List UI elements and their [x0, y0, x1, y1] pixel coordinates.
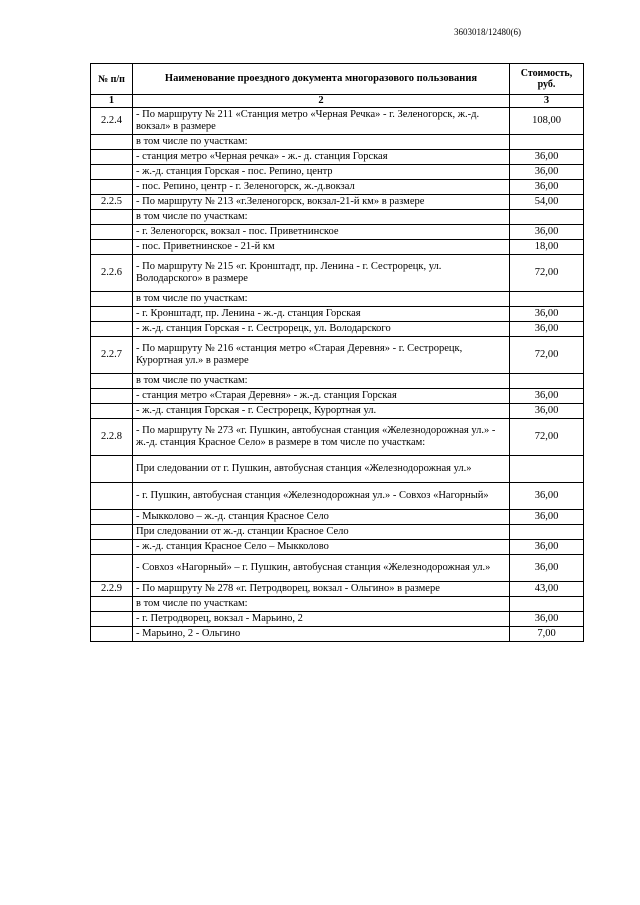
row-description: - По маршруту № 213 «г.Зеленогорск, вокзал-21-й км» в размере: [133, 195, 510, 210]
row-price: 36,00: [510, 225, 584, 240]
row-description: - По маршруту № 273 «г. Пушкин, автобусная станция «Железнодорожная ул.» - ж.-д. станция Красное Село» в размере в том числе по участкам:: [133, 419, 510, 456]
table-row: [91, 165, 584, 180]
row-price: 36,00: [510, 510, 584, 525]
row-price: 72,00: [510, 337, 584, 374]
row-description: в том числе по участкам:: [133, 597, 510, 612]
row-price: 72,00: [510, 255, 584, 292]
row-number: 2.2.8: [91, 419, 133, 456]
table-row: [91, 108, 584, 135]
row-number: [91, 510, 133, 525]
row-description: - г. Петродворец, вокзал - Марьино, 2: [133, 612, 510, 627]
row-description: - Мыкколово – ж.-д. станция Красное Село: [133, 510, 510, 525]
row-description: - Марьино, 2 - Ольгино: [133, 627, 510, 642]
row-description: - По маршруту № 215 «г. Кронштадт, пр. Ленина - г. Сестрорецк, ул. Володарского» в размере: [133, 255, 510, 292]
row-number: [91, 555, 133, 582]
table-row: [91, 555, 584, 582]
table-row: [91, 195, 584, 210]
row-description: - г. Кронштадт, пр. Ленина - ж.-д. станция Горская: [133, 307, 510, 322]
row-number: [91, 374, 133, 389]
table-row: [91, 525, 584, 540]
column-number-row: [91, 95, 584, 108]
row-price: [510, 374, 584, 389]
table-row: [91, 582, 584, 597]
header-number: № п/п: [91, 64, 133, 95]
table-row: [91, 307, 584, 322]
row-number: 2.2.5: [91, 195, 133, 210]
row-number: [91, 597, 133, 612]
row-price: 18,00: [510, 240, 584, 255]
row-price: 72,00: [510, 419, 584, 456]
row-number: [91, 389, 133, 404]
row-number: [91, 240, 133, 255]
table-row: [91, 456, 584, 483]
row-price: 36,00: [510, 307, 584, 322]
row-description: - ж.-д. станция Красное Село – Мыкколово: [133, 540, 510, 555]
row-number: [91, 180, 133, 195]
row-number: [91, 525, 133, 540]
row-price: 36,00: [510, 180, 584, 195]
row-description: При следовании от г. Пушкин, автобусная станция «Железнодорожная ул.»: [133, 456, 510, 483]
row-number: [91, 307, 133, 322]
row-price: [510, 135, 584, 150]
row-price: 36,00: [510, 389, 584, 404]
fare-table: [90, 63, 584, 642]
table-row: [91, 180, 584, 195]
table-row: [91, 404, 584, 419]
table-row: [91, 627, 584, 642]
row-number: [91, 135, 133, 150]
table-row: [91, 255, 584, 292]
row-price: 36,00: [510, 404, 584, 419]
row-description: - г. Зеленогорск, вокзал - пос. Приветнинское: [133, 225, 510, 240]
row-price: [510, 525, 584, 540]
row-description: - пос. Приветнинское - 21-й км: [133, 240, 510, 255]
row-description: - станция метро «Старая Деревня» - ж.-д. станция Горская: [133, 389, 510, 404]
row-description: в том числе по участкам:: [133, 210, 510, 225]
row-price: 7,00: [510, 627, 584, 642]
table-row: [91, 510, 584, 525]
row-description: - По маршруту № 211 «Станция метро «Черная Речка» - г. Зеленогорск, ж.-д. вокзал» в размере: [133, 108, 510, 135]
table-row: [91, 419, 584, 456]
row-description: - пос. Репино, центр - г. Зеленогорск, ж.-д.вокзал: [133, 180, 510, 195]
row-price: 36,00: [510, 555, 584, 582]
header-row: [91, 64, 584, 95]
row-number: [91, 150, 133, 165]
row-price: [510, 597, 584, 612]
row-description: - По маршруту № 216 «станция метро «Старая Деревня» - г. Сестрорецк, Курортная ул.» в размере: [133, 337, 510, 374]
table-row: [91, 389, 584, 404]
row-description: - ж.-д. станция Горская - г. Сестрорецк, Курортная ул.: [133, 404, 510, 419]
row-number: 2.2.7: [91, 337, 133, 374]
row-number: [91, 322, 133, 337]
table-row: [91, 225, 584, 240]
row-description: - Совхоз «Нагорный» – г. Пушкин, автобусная станция «Железнодорожная ул.»: [133, 555, 510, 582]
row-price: 36,00: [510, 150, 584, 165]
row-number: 2.2.4: [91, 108, 133, 135]
row-description: - ж.-д. станция Горская - г. Сестрорецк, ул. Володарского: [133, 322, 510, 337]
header-name: Наименование проездного документа многоразового пользования: [133, 64, 510, 95]
document-number: 3603018/12480(6): [454, 27, 521, 37]
row-number: 2.2.6: [91, 255, 133, 292]
column-number: 2: [133, 95, 510, 108]
row-description: - ж.-д. станция Горская - пос. Репино, центр: [133, 165, 510, 180]
row-price: [510, 456, 584, 483]
table-row: [91, 540, 584, 555]
row-description: в том числе по участкам:: [133, 374, 510, 389]
row-number: [91, 404, 133, 419]
table-row: [91, 483, 584, 510]
row-description: в том числе по участкам:: [133, 135, 510, 150]
table-row: [91, 292, 584, 307]
row-price: 36,00: [510, 483, 584, 510]
row-price: 43,00: [510, 582, 584, 597]
header-price: Стоимость, руб.: [510, 64, 584, 95]
row-number: [91, 483, 133, 510]
column-number: 3: [510, 95, 584, 108]
table-row: [91, 597, 584, 612]
row-number: [91, 292, 133, 307]
row-description: При следовании от ж.-д. станции Красное Село: [133, 525, 510, 540]
row-number: [91, 627, 133, 642]
row-description: - станция метро «Черная речка» - ж.- д. станция Горская: [133, 150, 510, 165]
table-row: [91, 135, 584, 150]
row-price: 36,00: [510, 540, 584, 555]
row-number: [91, 540, 133, 555]
row-number: [91, 456, 133, 483]
table-row: [91, 374, 584, 389]
row-price: 36,00: [510, 165, 584, 180]
row-number: [91, 225, 133, 240]
row-number: [91, 210, 133, 225]
table-row: [91, 612, 584, 627]
table-row: [91, 337, 584, 374]
row-price: 54,00: [510, 195, 584, 210]
column-number: 1: [91, 95, 133, 108]
table-row: [91, 322, 584, 337]
row-description: - г. Пушкин, автобусная станция «Железнодорожная ул.» - Совхоз «Нагорный»: [133, 483, 510, 510]
row-number: 2.2.9: [91, 582, 133, 597]
row-price: 108,00: [510, 108, 584, 135]
row-price: [510, 292, 584, 307]
table-row: [91, 240, 584, 255]
table-row: [91, 150, 584, 165]
row-price: [510, 210, 584, 225]
row-description: в том числе по участкам:: [133, 292, 510, 307]
row-price: 36,00: [510, 322, 584, 337]
table-row: [91, 210, 584, 225]
row-description: - По маршруту № 278 «г. Петродворец, вокзал - Ольгино» в размере: [133, 582, 510, 597]
table-body: [91, 108, 584, 642]
row-price: 36,00: [510, 612, 584, 627]
row-number: [91, 612, 133, 627]
row-number: [91, 165, 133, 180]
